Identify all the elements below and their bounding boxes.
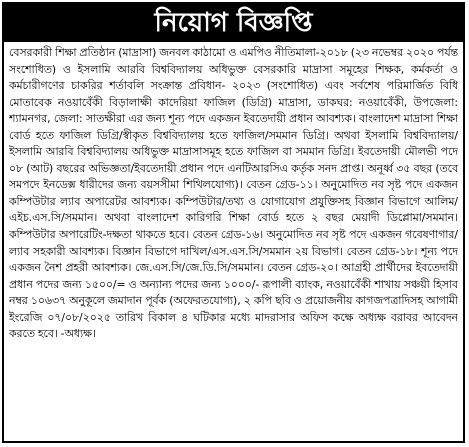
notice-title: নিয়োগ বিজ্ঞপ্তি: [154, 8, 313, 38]
notice-body-text: বেসরকারী শিক্ষা প্রতিষ্ঠান (মাদ্রাসা) জনবল কাঠামো ও এমপিও নীতিমালা-২০১৮ (২৩ নভেম্বর ২০২০ পর্যন্ত সংশোধিত) ও ইসলামি আরবি বিশ্ববিদ্যালয় অধিভুক্ত বেসরকারি মাদ্রাসা সমূহের শিক্ষক, কর্মকর্তা ও কর্মচারীগণের চাকরির শর্তাবলি সংক্রান্ত প্রবিধান- ২০২৩ (সংশোধিত) এবং সর্বশেষ পরিমার্জিত বিধি মোতাবেক নওয়াবেঁকী বিড়ালাক্ষী কাদেরিয়া ফাজিল (ডিগ্রি) মাদ্রাসা, ডাকঘর: নওয়াবেঁকী, উপজেলা: শ্যামনগর, জেলা: সাতক্ষীরা এর জন্য শূন্য পদে একজন ইবতেদায়ী প্রধান আবশ্যক। বাংলাদেশ মাদ্রাসা শিক্ষা বোর্ড হতে ফাজিল ডিগ্রি/স্বীকৃত বিশ্ববিদ্যালয় হতে ফাজিল/সমমান ডিগ্রি। অথবা ইসলামি বিশ্ববিদ্যালয়/ইসলামি আরবি বিশ্ববিদ্যালয় অধিভুক্ত মাদ্রাসাসমূহ হতে ফাজিল বা সমমান ডিগ্রি। ইবতেদায়ী মৌলভী পদে ০৮ (আট) বছরের অভিজ্ঞতা/ইবতেদায়ী প্রধান পদে এনটিআরসিএ কর্তৃক সনদ প্রাপ্ত। অনূর্ধ্ব ৩৫ বছর (তবে সমপদে ইনডেক্স ধারীদের জন্য বয়সসীমা শিথিলযোগ্য)। বেতন গ্রেড-১১। অনুমোদিত নব সৃষ্ট পদে একজন কম্পিউটার ল্যাব অপারেটর আবশ্যক। কম্পিউটার/তথ্য ও যোগাযোগ প্রযুক্তিসহ বিজ্ঞান বিভাগে আলিম/এইচ.এস.সি/সমমান। অথবা বাংলাদেশ কারিগরি শিক্ষা বোর্ড হতে ২ বছর মেয়াদী ডিপ্লোমা/সমমান। কম্পিউটার অপারেটিং-দক্ষতা থাকতে হবে। বেতন গ্রেড-১৬। অনুমোদিত নব সৃষ্ট পদে একজন গবেষণাগার/ল্যাব সহকারী আবশ্যক। বিজ্ঞান বিভাগে দাখিল/এস.এস.সি/সমমান ২য় বিভাগ। বেতন গ্রেড-১৮। শূন্য পদে একজন নৈশ প্রহরী আবশ্যক। জে.এস.সি/জে.ডি.সি/সমমান। বেতন গ্রেড-২০। আগ্রহী প্রার্থীদের ইবতেদায়ী প্রধান পদের জন্য ১৫০০/= ও অন্যান্য পদের জন্য ১০০০/- রূপালী ব্যাংক, নওয়াবেঁকী শাখায় সঞ্চয়ী হিসাব নম্বর ১০৬৩৭ অনুকূলে জমাদান পূর্বক (অফেরতযোগ্য), ২ কপি ছবি ও প্রয়োজনীয় কাগজপত্রাদিসহ আগামী ইংরেজি ০৭/০৮/২০২৫ তারিখ বিকাল ৪ ঘটিকার মধ্যে মাদরাসার অফিস কক্ষে অধ্যক্ষ বরাবর আবেদন করতে হবে। -অধ্যক্ষ।: [9, 46, 458, 341]
notice-title-bar: [4, 4, 463, 42]
job-notice-advertisement: [2, 2, 465, 443]
